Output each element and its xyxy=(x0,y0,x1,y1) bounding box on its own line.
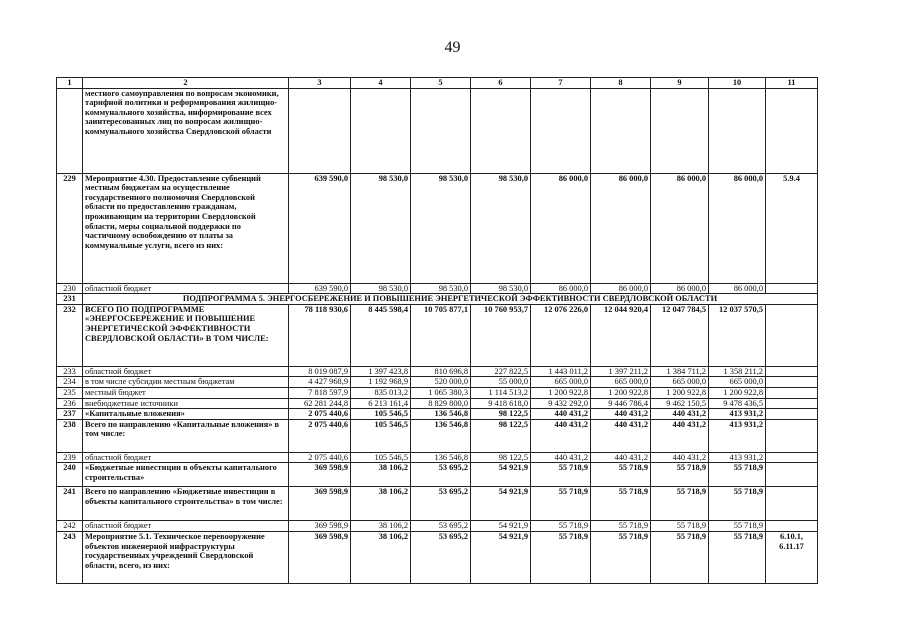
section-title: ПОДПРОГРАММА 5. ЭНЕРГОСБЕРЕЖЕНИЕ И ПОВЫШЕНИЕ ЭНЕРГЕТИЧЕСКОЙ ЭФФЕКТИВНОСТИ СВЕРДЛОВСКОЙ ОБЛАСТИ xyxy=(83,294,818,305)
col-10-value: 55 718,9 xyxy=(709,531,766,583)
col-3-value: 369 598,9 xyxy=(289,531,351,583)
col-9-value: 9 462 150,5 xyxy=(651,398,709,409)
col-3-value: 4 427 968,9 xyxy=(289,377,351,388)
column-header: 2 xyxy=(83,78,289,89)
col-10-value: 413 931,2 xyxy=(709,409,766,420)
table-header-row xyxy=(57,78,818,89)
table-row xyxy=(57,377,818,388)
col-9-value: 1 200 922,8 xyxy=(651,387,709,398)
row-number xyxy=(57,88,83,173)
col-7-value: 12 076 226,0 xyxy=(531,304,591,366)
table-row xyxy=(57,294,818,305)
col-4-value: 105 546,5 xyxy=(351,409,411,420)
col-6-value: 98 530,0 xyxy=(471,283,531,294)
col-11-reference xyxy=(766,283,818,294)
col-7-value: 86 000,0 xyxy=(531,173,591,283)
col-5-value: 98 530,0 xyxy=(411,283,471,294)
col-7-value: 86 000,0 xyxy=(531,283,591,294)
row-description: в том числе субсидии местным бюджетам xyxy=(83,377,289,388)
row-number: 242 xyxy=(57,521,83,532)
col-7-value xyxy=(531,88,591,173)
col-4-value: 38 106,2 xyxy=(351,521,411,532)
col-8-value: 665 000,0 xyxy=(591,377,651,388)
table-row xyxy=(57,366,818,377)
col-4-value xyxy=(351,88,411,173)
column-header: 10 xyxy=(709,78,766,89)
col-10-value: 1 200 922,8 xyxy=(709,387,766,398)
col-6-value: 98 122,5 xyxy=(471,419,531,452)
col-6-value xyxy=(471,88,531,173)
col-11-reference xyxy=(766,387,818,398)
col-8-value: 55 718,9 xyxy=(591,487,651,521)
col-10-value: 55 718,9 xyxy=(709,463,766,487)
col-6-value: 54 921,9 xyxy=(471,521,531,532)
row-description: областной бюджет xyxy=(83,521,289,532)
col-4-value: 98 530,0 xyxy=(351,173,411,283)
col-4-value: 1 397 423,8 xyxy=(351,366,411,377)
col-3-value: 369 598,9 xyxy=(289,463,351,487)
col-5-value: 53 695,2 xyxy=(411,463,471,487)
column-header: 1 xyxy=(57,78,83,89)
col-8-value: 440 431,2 xyxy=(591,419,651,452)
col-8-value: 1 397 211,2 xyxy=(591,366,651,377)
col-11-reference: 6.10.1, 6.11.17 xyxy=(766,531,818,583)
table-row xyxy=(57,398,818,409)
col-9-value: 12 047 784,5 xyxy=(651,304,709,366)
col-10-value: 665 000,0 xyxy=(709,377,766,388)
col-3-value: 369 598,9 xyxy=(289,487,351,521)
col-4-value: 105 546,5 xyxy=(351,452,411,463)
col-9-value: 665 000,0 xyxy=(651,377,709,388)
column-header: 3 xyxy=(289,78,351,89)
col-10-value: 55 718,9 xyxy=(709,521,766,532)
col-7-value: 9 432 292,0 xyxy=(531,398,591,409)
col-3-value: 639 590,0 xyxy=(289,283,351,294)
col-5-value: 810 696,8 xyxy=(411,366,471,377)
col-10-value: 86 000,0 xyxy=(709,173,766,283)
col-9-value: 86 000,0 xyxy=(651,283,709,294)
col-3-value: 2 075 440,6 xyxy=(289,419,351,452)
col-5-value: 53 695,2 xyxy=(411,521,471,532)
col-6-value: 54 921,9 xyxy=(471,463,531,487)
column-header: 5 xyxy=(411,78,471,89)
col-4-value: 835 013,2 xyxy=(351,387,411,398)
column-header: 8 xyxy=(591,78,651,89)
col-4-value: 6 213 161,4 xyxy=(351,398,411,409)
col-3-value: 78 118 930,6 xyxy=(289,304,351,366)
row-number: 230 xyxy=(57,283,83,294)
column-header: 7 xyxy=(531,78,591,89)
row-number: 232 xyxy=(57,304,83,366)
col-7-value: 55 718,9 xyxy=(531,463,591,487)
row-number: 235 xyxy=(57,387,83,398)
col-10-value: 55 718,9 xyxy=(709,487,766,521)
col-3-value: 2 075 440,6 xyxy=(289,409,351,420)
col-5-value: 520 000,0 xyxy=(411,377,471,388)
row-number: 233 xyxy=(57,366,83,377)
row-description: Всего по направлению «Капитальные вложения» в том числе: xyxy=(83,419,289,452)
row-description: ВСЕГО ПО ПОДПРОГРАММЕ «ЭНЕРГОСБЕРЕЖЕНИЕ И ПОВЫШЕНИЕ ЭНЕРГЕТИЧЕСКОЙ ЭФФЕКТИВНОСТИ СВЕРДЛОВСКОЙ ОБЛАСТИ» В ТОМ ЧИСЛЕ: xyxy=(83,304,289,366)
table-row xyxy=(57,419,818,452)
table-row xyxy=(57,173,818,283)
table-row xyxy=(57,387,818,398)
col-10-value: 413 931,2 xyxy=(709,452,766,463)
col-5-value: 53 695,2 xyxy=(411,487,471,521)
col-7-value: 55 718,9 xyxy=(531,487,591,521)
col-11-reference: 5.9.4 xyxy=(766,173,818,283)
col-8-value: 55 718,9 xyxy=(591,463,651,487)
row-number: 240 xyxy=(57,463,83,487)
row-description: областной бюджет xyxy=(83,283,289,294)
row-number: 234 xyxy=(57,377,83,388)
table-row xyxy=(57,88,818,173)
row-description: внебюджетные источники xyxy=(83,398,289,409)
col-3-value: 62 281 244,8 xyxy=(289,398,351,409)
col-5-value: 1 065 380,3 xyxy=(411,387,471,398)
col-6-value: 98 530,0 xyxy=(471,173,531,283)
col-3-value: 2 075 440,6 xyxy=(289,452,351,463)
col-6-value: 98 122,5 xyxy=(471,409,531,420)
col-11-reference xyxy=(766,366,818,377)
col-11-reference xyxy=(766,304,818,366)
col-11-reference xyxy=(766,409,818,420)
col-10-value: 413 931,2 xyxy=(709,419,766,452)
col-4-value: 38 106,2 xyxy=(351,463,411,487)
col-5-value: 98 530,0 xyxy=(411,173,471,283)
col-11-reference xyxy=(766,463,818,487)
col-8-value: 55 718,9 xyxy=(591,531,651,583)
col-9-value: 55 718,9 xyxy=(651,531,709,583)
col-10-value: 12 037 570,5 xyxy=(709,304,766,366)
col-8-value: 55 718,9 xyxy=(591,521,651,532)
row-description: местный бюджет xyxy=(83,387,289,398)
col-7-value: 440 431,2 xyxy=(531,452,591,463)
col-7-value: 440 431,2 xyxy=(531,419,591,452)
table-row xyxy=(57,283,818,294)
row-number: 236 xyxy=(57,398,83,409)
col-8-value: 440 431,2 xyxy=(591,452,651,463)
col-11-reference xyxy=(766,521,818,532)
table-row xyxy=(57,531,818,583)
col-8-value: 86 000,0 xyxy=(591,283,651,294)
page-number: 49 xyxy=(444,39,461,56)
col-6-value: 1 114 513,2 xyxy=(471,387,531,398)
col-8-value: 1 200 922,8 xyxy=(591,387,651,398)
col-5-value: 8 829 800,0 xyxy=(411,398,471,409)
col-8-value xyxy=(591,88,651,173)
row-number: 237 xyxy=(57,409,83,420)
col-9-value: 55 718,9 xyxy=(651,487,709,521)
col-10-value: 1 358 211,2 xyxy=(709,366,766,377)
col-11-reference xyxy=(766,487,818,521)
col-6-value: 10 760 953,7 xyxy=(471,304,531,366)
col-7-value: 440 431,2 xyxy=(531,409,591,420)
col-10-value: 9 478 436,5 xyxy=(709,398,766,409)
col-6-value: 55 000,0 xyxy=(471,377,531,388)
col-10-value xyxy=(709,88,766,173)
col-6-value: 54 921,9 xyxy=(471,531,531,583)
col-9-value: 86 000,0 xyxy=(651,173,709,283)
col-4-value: 1 192 968,9 xyxy=(351,377,411,388)
col-6-value: 227 822,5 xyxy=(471,366,531,377)
column-header: 4 xyxy=(351,78,411,89)
col-6-value: 98 122,5 xyxy=(471,452,531,463)
col-4-value: 38 106,2 xyxy=(351,531,411,583)
col-3-value: 8 019 087,9 xyxy=(289,366,351,377)
col-9-value: 1 384 711,2 xyxy=(651,366,709,377)
row-number: 243 xyxy=(57,531,83,583)
table-row xyxy=(57,463,818,487)
col-9-value xyxy=(651,88,709,173)
col-5-value: 136 546,8 xyxy=(411,409,471,420)
row-description: Мероприятие 4.30. Предоставление субвенций местным бюджетам на осуществление государственного полномочия Свердловской области по предоставлению гражданам, проживающим на территории Свердловской области, меры социальной поддержки по частичному освобождению от платы за коммунальные услуги, всего из них: xyxy=(83,173,289,283)
col-5-value: 53 695,2 xyxy=(411,531,471,583)
budget-table xyxy=(56,77,818,584)
col-4-value: 8 445 598,4 xyxy=(351,304,411,366)
col-4-value: 105 546,5 xyxy=(351,419,411,452)
col-4-value: 38 106,2 xyxy=(351,487,411,521)
col-5-value: 10 705 877,1 xyxy=(411,304,471,366)
row-number: 239 xyxy=(57,452,83,463)
column-header: 6 xyxy=(471,78,531,89)
col-5-value: 136 546,8 xyxy=(411,452,471,463)
column-header: 9 xyxy=(651,78,709,89)
table-row xyxy=(57,409,818,420)
row-description: Мероприятие 5.1. Техническое перевооружение объектов инженерной инфраструктуры государственных учреждений Свердловской области, всего, из них: xyxy=(83,531,289,583)
row-number: 241 xyxy=(57,487,83,521)
col-8-value: 86 000,0 xyxy=(591,173,651,283)
col-8-value: 12 044 920,4 xyxy=(591,304,651,366)
col-9-value: 440 431,2 xyxy=(651,419,709,452)
row-description: областной бюджет xyxy=(83,366,289,377)
row-number: 231 xyxy=(57,294,83,305)
col-11-reference xyxy=(766,377,818,388)
col-11-reference xyxy=(766,419,818,452)
col-10-value: 86 000,0 xyxy=(709,283,766,294)
row-number: 229 xyxy=(57,173,83,283)
col-7-value: 1 200 922,8 xyxy=(531,387,591,398)
col-8-value: 440 431,2 xyxy=(591,409,651,420)
row-description: областной бюджет xyxy=(83,452,289,463)
table-row xyxy=(57,521,818,532)
column-header: 11 xyxy=(766,78,818,89)
col-4-value: 98 530,0 xyxy=(351,283,411,294)
col-11-reference xyxy=(766,452,818,463)
row-number: 238 xyxy=(57,419,83,452)
col-6-value: 54 921,9 xyxy=(471,487,531,521)
table-row xyxy=(57,452,818,463)
row-description: «Капитальные вложения» xyxy=(83,409,289,420)
col-3-value xyxy=(289,88,351,173)
col-3-value: 7 818 597,9 xyxy=(289,387,351,398)
row-description: Всего по направлению «Бюджетные инвестиции в объекты капитального строительства» в том числе: xyxy=(83,487,289,521)
col-11-reference xyxy=(766,88,818,173)
col-7-value: 55 718,9 xyxy=(531,531,591,583)
row-description: местного самоуправления по вопросам экономики, тарифной политики и реформирования жилищно-коммунального хозяйства, информирование всех заинтересованных лиц по вопросам жилищно-коммунального хозяйства Свердловской области xyxy=(83,88,289,173)
col-9-value: 55 718,9 xyxy=(651,521,709,532)
col-3-value: 639 590,0 xyxy=(289,173,351,283)
col-5-value: 136 546,8 xyxy=(411,419,471,452)
col-7-value: 1 443 011,2 xyxy=(531,366,591,377)
col-9-value: 440 431,2 xyxy=(651,409,709,420)
col-7-value: 665 000,0 xyxy=(531,377,591,388)
table-row xyxy=(57,304,818,366)
col-6-value: 9 418 618,0 xyxy=(471,398,531,409)
col-9-value: 440 431,2 xyxy=(651,452,709,463)
col-5-value xyxy=(411,88,471,173)
col-7-value: 55 718,9 xyxy=(531,521,591,532)
col-11-reference xyxy=(766,398,818,409)
col-3-value: 369 598,9 xyxy=(289,521,351,532)
table-row xyxy=(57,487,818,521)
col-9-value: 55 718,9 xyxy=(651,463,709,487)
col-8-value: 9 446 786,4 xyxy=(591,398,651,409)
row-description: «Бюджетные инвестиции в объекты капитального строительства» xyxy=(83,463,289,487)
